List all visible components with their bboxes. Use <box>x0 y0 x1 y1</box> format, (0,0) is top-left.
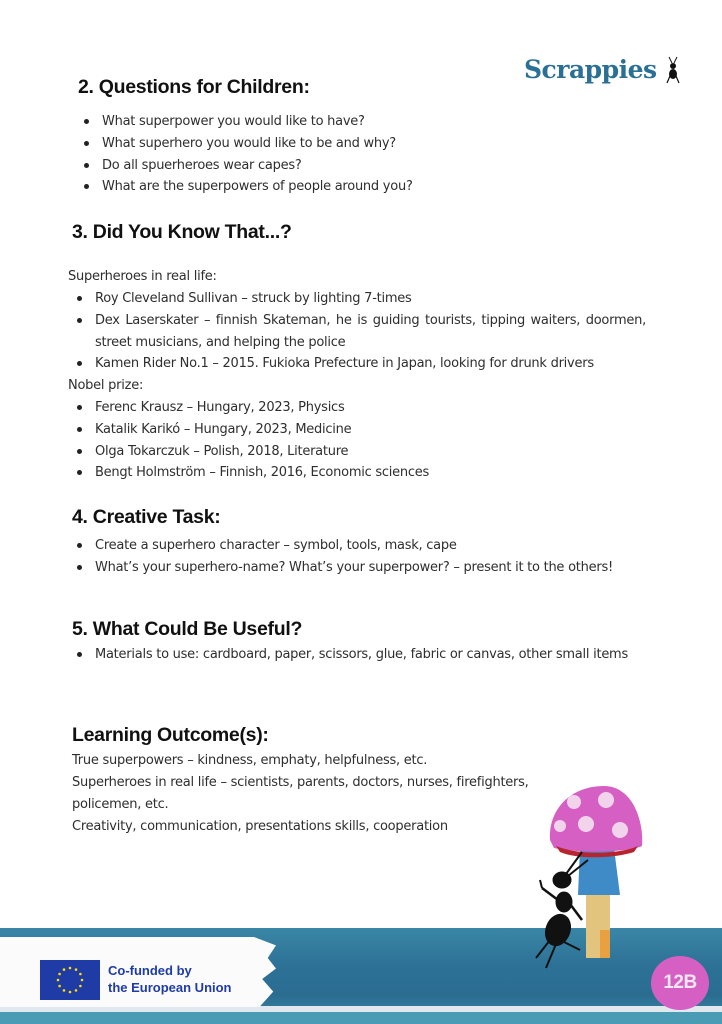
creative-task-heading: 4. Creative Task: <box>72 506 221 528</box>
bullet-icon <box>84 141 89 146</box>
outcome-line: Creativity, communication, presentations skills, cooperation <box>72 819 448 834</box>
bullet-icon <box>84 184 89 189</box>
bullet-icon <box>77 318 82 323</box>
did-you-know-heading: 3. Did You Know That...? <box>72 221 292 243</box>
list-item: Create a superhero character – symbol, tools, mask, cape <box>74 535 646 557</box>
list-item: What superhero you would like to be and why? <box>81 133 641 155</box>
list-item: Do all spuerheroes wear capes? <box>81 155 641 177</box>
bullet-icon <box>77 565 82 570</box>
creative-task-list <box>74 535 646 579</box>
footer-bottom-band <box>0 1012 722 1024</box>
list-item: What superpower you would like to have? <box>81 111 641 133</box>
logo-text: Scrappies <box>524 55 657 84</box>
list-item: Kamen Rider No.1 – 2015. Fukioka Prefecture in Japan, looking for drunk drivers <box>74 353 646 375</box>
bullet-icon <box>84 163 89 168</box>
bullet-icon <box>77 470 82 475</box>
questions-heading: 2. Questions for Children: <box>78 76 310 98</box>
list-item: Roy Cleveland Sullivan – struck by lighting 7-times <box>74 288 646 310</box>
scrappies-logo <box>524 54 684 86</box>
bullet-icon <box>77 296 82 301</box>
list-item: Katalik Karikó – Hungary, 2023, Medicine <box>74 419 646 441</box>
bullet-icon <box>77 427 82 432</box>
learning-outcomes-heading: Learning Outcome(s): <box>72 724 269 746</box>
list-item: What’s your superhero-name? What’s your superpower? – present it to the others! <box>74 557 646 579</box>
page-number-badge: 12B <box>651 956 709 1010</box>
bullet-icon <box>84 119 89 124</box>
bullet-icon <box>77 543 82 548</box>
list-item: Dex Laserskater – finnish Skateman, he is guiding tourists, tipping waiters, doormen, street musicians, and helping the police <box>74 310 646 354</box>
outcome-line: Superheroes in real life – scientists, parents, doctors, nurses, firefighters, <box>72 775 529 790</box>
bullet-icon <box>77 405 82 410</box>
bullet-icon <box>77 361 82 366</box>
eu-cofunded-text: Co-funded by the European Union <box>108 963 232 995</box>
questions-list <box>81 111 641 198</box>
nobel-list <box>74 397 646 484</box>
outcome-line: policemen, etc. <box>72 797 169 812</box>
useful-heading: 5. What Could Be Useful? <box>72 618 303 640</box>
list-item: Bengt Holmström – Finnish, 2016, Economic sciences <box>74 462 646 484</box>
bullet-icon <box>77 449 82 454</box>
ant-icon <box>664 56 682 84</box>
list-item: Ferenc Krausz – Hungary, 2023, Physics <box>74 397 646 419</box>
outcome-line: True superpowers – kindness, emphaty, helpfulness, etc. <box>72 753 428 768</box>
list-item: What are the superpowers of people around you? <box>81 176 641 198</box>
list-item: Olga Tokarczuk – Polish, 2018, Literature <box>74 441 646 463</box>
real-life-label: Superheroes in real life: <box>68 269 217 284</box>
list-item: Materials to use: cardboard, paper, scissors, glue, fabric or canvas, other small items <box>74 644 646 666</box>
bullet-icon <box>77 652 82 657</box>
mushroom-ant-illustration <box>520 780 660 970</box>
useful-list <box>74 644 646 666</box>
real-life-list <box>74 288 646 375</box>
nobel-label: Nobel prize: <box>68 378 144 393</box>
eu-flag-icon <box>40 960 100 1000</box>
